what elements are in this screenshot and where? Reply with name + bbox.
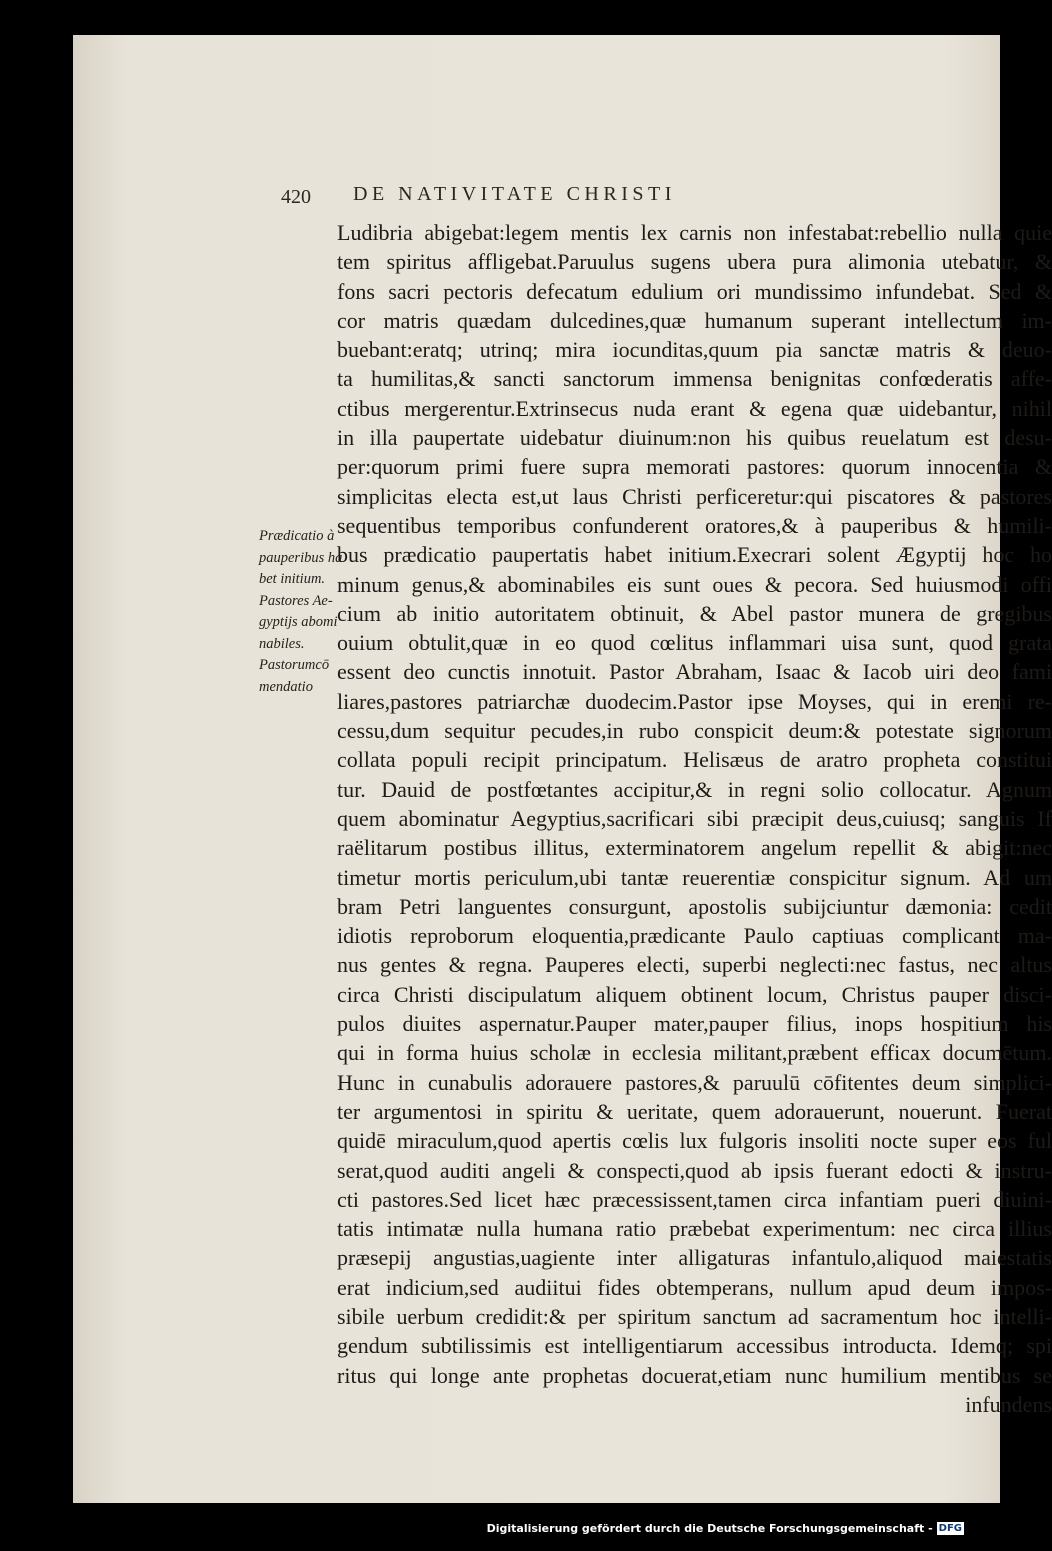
margin-note: Pastores Ae- — [259, 592, 333, 609]
text-line: serat,quod auditi angeli & conspecti,quod ab ipsis fuerant edocti & instru- — [337, 1157, 1052, 1183]
text-line: cor matris quædam dulcedines,quæ humanum superant intellectum im- — [337, 307, 1052, 333]
margin-note: mendatio — [259, 678, 313, 695]
text-line: ouium obtulit,quæ in eo quod cœlitus inflammari uisa sunt, quod grata — [337, 630, 1052, 656]
text-line: bus prædicatio paupertatis habet initium.Execrari solent Ægyptij hoc ho — [337, 542, 1052, 568]
text-line: fons sacri pectoris defecatum edulium ori mundissimo infundebat. Sed & — [337, 278, 1052, 304]
margin-note: gyptijs abomi — [259, 614, 338, 630]
text-line: Hunc in cunabulis adorauere pastores,& paruulū cōfitentes deum simplici- — [337, 1069, 1052, 1095]
body-text — [337, 218, 1052, 1419]
text-line: pulos diuites aspernatur.Pauper mater,pauper filius, inops hospitium his — [337, 1011, 1052, 1037]
text-line: cti pastores.Sed licet hæc præcessissent,tamen circa infantiam pueri diuini- — [337, 1186, 1052, 1212]
text-line: Ludibria abigebat:legem mentis lex carnis non infestabat:rebellio nulla quie — [337, 220, 1052, 245]
book-page — [73, 35, 1052, 1503]
text-line: bram Petri languentes consurgunt, apostolis subijciuntur dæmonia: cedit — [337, 893, 1052, 919]
credit-text: Digitalisierung gefördert durch die Deutsche Forschungsgemeinschaft - — [486, 1522, 933, 1535]
text-line: ta humilitas,& sancti sanctorum immensa benignitas confœderatis affe- — [337, 366, 1052, 392]
text-line: ctibus mergerentur.Extrinsecus nuda erant & egena quæ uidebantur, nihil — [337, 395, 1052, 421]
text-line: nus gentes & regna. Pauperes electi, superbi neglecti:nec fastus, nec altus — [337, 952, 1052, 978]
text-line: quidē miraculum,quod apertis cœlis lux fulgoris insoliti nocte super eos ful — [337, 1128, 1052, 1154]
margin-notes — [259, 526, 341, 698]
text-line: qui in forma huius scholæ in ecclesia militant,præbent efficax documētum. — [337, 1040, 1052, 1066]
running-title: DE NATIVITATE CHRISTI — [353, 183, 676, 205]
text-line: ritus qui longe ante prophetas docuerat,etiam nunc humilium mentibus se — [337, 1362, 1052, 1388]
text-line: sequentibus temporibus confunderent oratores,& à pauperibus & humili- — [337, 512, 1052, 538]
text-line: collata populi recipit principatum. Helisæus de aratro propheta constitui — [337, 747, 1052, 773]
margin-note: Pastorumcō — [259, 657, 330, 673]
text-line: quem abominatur Aegyptius,sacrificari sibi præcipit deus,cuiusq; sanguis If — [337, 805, 1052, 831]
digitization-credit — [487, 1522, 964, 1535]
text-line: per:quorum primi fuere supra memorati pastores: quorum innocentia & — [337, 454, 1052, 480]
text-line: ter argumentosi in spiritu & ueritate, quem adorauerunt, nouerunt. Fuerat — [337, 1098, 1052, 1124]
text-line: cium ab initio autoritatem obtinuit, & Abel pastor munera de gregibus — [337, 600, 1052, 626]
text-line: in illa paupertate uidebatur diuinum:non his quibus reuelatum est desu- — [337, 425, 1052, 451]
margin-note: bet initium. — [259, 571, 326, 587]
text-line: circa Christi discipulatum aliquem obtinent locum, Christus pauper disci- — [337, 981, 1052, 1007]
text-line: erat indicium,sed audiitui fides obtemperans, nullum apud deum impos- — [337, 1274, 1052, 1300]
text-line: gendum subtilissimis est intelligentiarum accessibus introducta. Idemq; spi — [337, 1333, 1052, 1359]
margin-note: Prædicatio à — [259, 528, 335, 544]
margin-note: pauperibus ha — [259, 549, 343, 566]
catchword: infundens — [965, 1391, 1052, 1417]
text-line: præsepij angustias,uagiente inter alligaturas infantulo,aliquod maiestatis — [337, 1245, 1052, 1271]
text-line: minum genus,& abominabiles eis sunt oues & pecora. Sed huiusmodi offi — [337, 571, 1052, 597]
text-line: simplicitas electa est,ut laus Christi perficeretur:qui piscatores & pastores — [337, 483, 1052, 509]
page-number: 420 — [281, 186, 311, 208]
text-line: tur. Dauid de postfœtantes accipitur,& in regni solio collocatur. Agnum — [337, 776, 1052, 802]
dfg-logo: DFG — [938, 1523, 962, 1534]
text-line: buebant:eratq; utrinq; mira iocunditas,quum pia sanctæ matris & deuo- — [337, 337, 1052, 363]
text-line: tem spiritus affligebat.Paruulus sugens ubera pura alimonia utebatur, & — [337, 249, 1052, 275]
text-line: timetur mortis periculum,ubi tantæ reuerentiæ conspicitur signum. Ad um — [337, 864, 1052, 890]
margin-note: nabiles. — [259, 635, 305, 652]
text-line: raëlitarum postibus illitus, exterminatorem angelum repellit & abigit:nec — [337, 835, 1052, 861]
text-line: sibile uerbum credidit:& per spiritum sanctum ad sacramentum hoc intelli- — [337, 1303, 1052, 1329]
text-line: idiotis reproborum eloquentia,prædicante Paulo captiuas complicant ma- — [337, 923, 1052, 949]
text-line: cessu,dum sequitur pecudes,in rubo conspicit deum:& potestate signorum — [337, 718, 1052, 744]
text-line: liares,pastores patriarchæ duodecim.Pastor ipse Moyses, qui in eremi re- — [337, 688, 1052, 714]
text-line: essent deo cunctis innotuit. Pastor Abraham, Isaac & Iacob uiri deo fami — [337, 659, 1052, 685]
text-line: tatis intimatæ nulla humana ratio præbebat experimentum: nec circa illius — [337, 1216, 1052, 1242]
